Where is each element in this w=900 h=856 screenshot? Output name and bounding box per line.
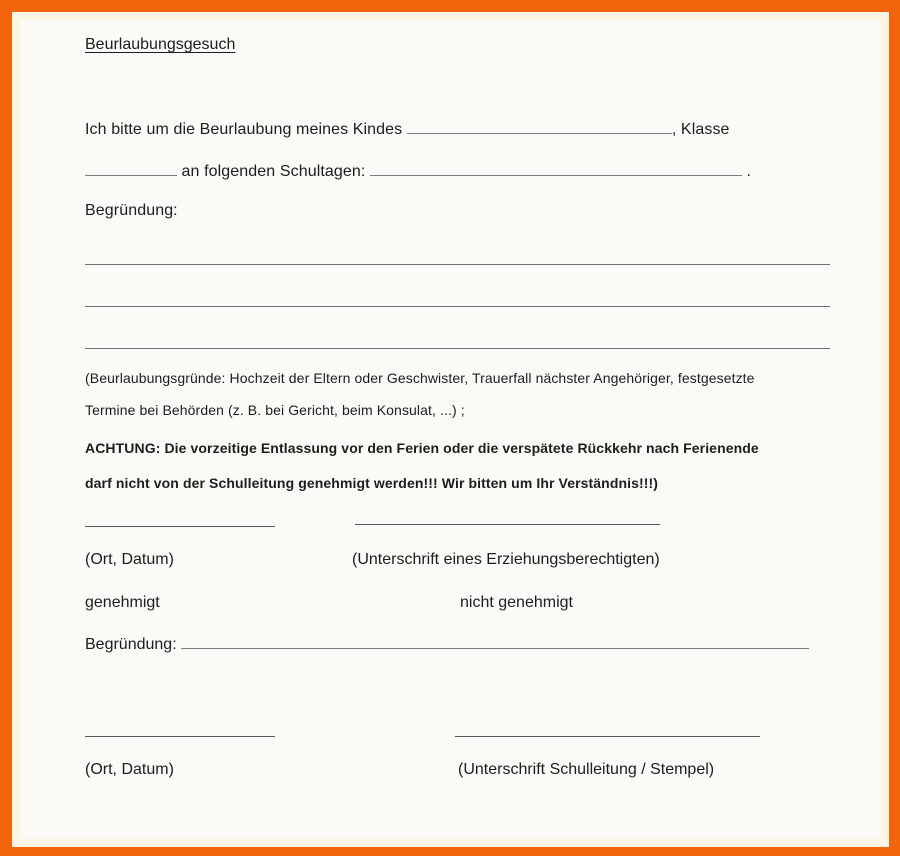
not-approved-option-label: nicht genehmigt (460, 594, 573, 611)
parent-date-signature-line (85, 526, 275, 527)
reason-label: Begründung: (85, 202, 178, 219)
approved-option-label: genehmigt (85, 594, 160, 611)
corner-transparency-artifact (886, 842, 900, 856)
school-signature-line (455, 736, 760, 737)
request-line-2-text: an folgenden Schultagen: (181, 163, 366, 180)
corner-transparency-artifact (886, 0, 900, 14)
request-line-1-text: Ich bitte um die Beurlaubung meines Kindes (85, 121, 403, 138)
school-date-label: (Ort, Datum) (85, 761, 174, 778)
school-signature-label: (Unterschrift Schulleitung / Stempel) (458, 761, 715, 778)
approval-reason-label: Begründung: (85, 636, 177, 653)
reason-ruled-line-3 (85, 348, 830, 349)
approval-reason-blank-field (181, 645, 809, 649)
form-title: Beurlaubungsgesuch (85, 36, 236, 53)
parent-signature-label: (Unterschrift eines Erziehungsberechtigten) (352, 551, 660, 568)
corner-transparency-artifact (0, 0, 14, 14)
reason-ruled-line-2 (85, 306, 830, 307)
note-line-2: Termine bei Behörden (z. B. bei Gericht, beim Konsulat, ...) ; (85, 402, 465, 418)
class-blank-field (85, 172, 177, 176)
warning-line-1: ACHTUNG: Die vorzeitige Entlassung vor den Ferien oder die verspätete Rückkehr nach Ferienende (85, 440, 759, 456)
reason-ruled-line-1 (85, 264, 830, 265)
request-line-1-suffix: , Klasse (671, 121, 730, 138)
parent-signature-line (355, 524, 660, 525)
child-name-blank-field (407, 130, 672, 134)
request-line-1 (85, 121, 730, 139)
approval-reason-row (85, 636, 809, 654)
school-days-blank-field (370, 172, 742, 176)
corner-transparency-artifact (0, 842, 14, 856)
parent-date-label: (Ort, Datum) (85, 551, 174, 568)
warning-line-2: darf nicht von der Schulleitung genehmigt werden!!! Wir bitten um Ihr Verständnis!!!) (85, 475, 659, 491)
school-date-signature-line (85, 736, 275, 737)
form-content (12, 12, 889, 847)
request-line-2 (85, 163, 751, 181)
request-line-2-period: . (746, 163, 752, 180)
note-line-1: (Beurlaubungsgründe: Hochzeit der Eltern oder Geschwister, Trauerfall nächster Angehöriger, festgesetzte (85, 370, 755, 386)
